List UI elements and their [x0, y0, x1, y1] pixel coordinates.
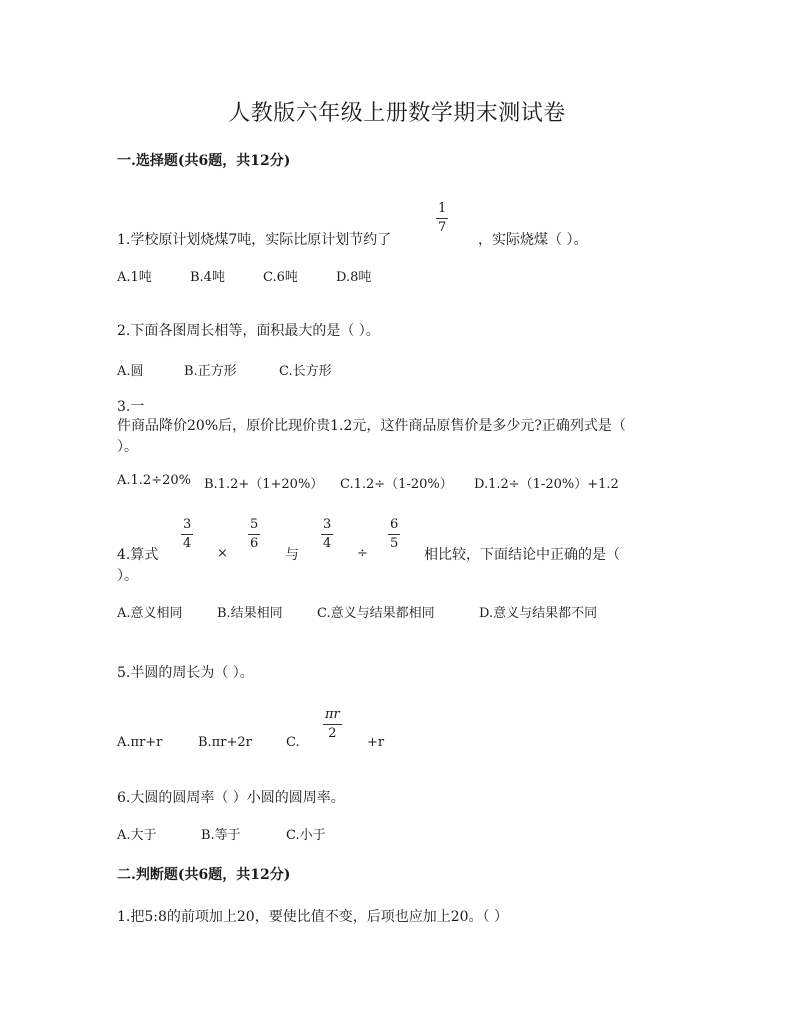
divide-sign: ÷ [357, 546, 368, 561]
question-3-option-c: C.1.2÷（1-20%） [340, 477, 453, 492]
fraction-bar [436, 218, 448, 219]
question-4-option-b: B.结果相同 [217, 606, 283, 621]
fraction-numerator: πr [325, 707, 340, 722]
question-6-stem: 6.大圆的圆周率（ ）小圆的圆周率。 [117, 790, 345, 806]
fraction-bar [388, 534, 400, 535]
fraction-numerator: 3 [183, 517, 192, 532]
question-6-option-c: C.小于 [286, 828, 326, 843]
fraction-numerator: 1 [438, 201, 447, 216]
question-4-stem-end: 相比较，下面结论中正确的是（ [424, 547, 620, 563]
question-4-option-d: D.意义与结果都不同 [479, 606, 598, 621]
question-4-stem: 4.算式 [117, 547, 159, 563]
question-1-option-d: D.8吨 [336, 270, 372, 285]
fraction-bar [321, 534, 333, 535]
question-3-stem-line2: 件商品降价20%后，原价比现价贵1.2元，这件商品原售价是多少元?正确列式是（ [117, 418, 626, 434]
section-heading-choice: 一.选择题(共6题，共12分) [117, 153, 291, 169]
question-4-option-a: A.意义相同 [117, 606, 183, 621]
question-2-option-a: A.圆 [117, 364, 144, 379]
fraction-numerator: 6 [390, 517, 399, 532]
question-5-option-c-suffix: +r [367, 735, 385, 750]
question-3-option-a: A.1.2÷20% [117, 473, 191, 488]
question-5-stem: 5.半圆的周长为（ ）。 [117, 665, 254, 681]
question-3-stem-line1: 3.一 [117, 399, 145, 415]
question-4-option-c: C.意义与结果都相同 [317, 606, 435, 621]
question-4-fraction-4 [388, 517, 400, 552]
fraction-denominator: 7 [438, 220, 447, 235]
multiply-sign: × [217, 546, 228, 561]
fraction-denominator: 5 [390, 536, 399, 551]
question-2-option-c: C.长方形 [279, 364, 332, 379]
question-4-fraction-3 [321, 517, 333, 552]
question-6-option-b: B.等于 [201, 828, 241, 843]
question-1-option-b: B.4吨 [190, 270, 225, 285]
fraction-denominator: 4 [323, 536, 332, 551]
fraction-bar [181, 534, 193, 535]
question-2-stem: 2.下面各图周长相等，面积最大的是（ ）。 [117, 323, 380, 339]
question-5-option-c-fraction [323, 707, 342, 742]
question-4-fraction-1 [181, 517, 193, 552]
question-6-option-a: A.大于 [117, 828, 157, 843]
judgement-1-stem: 1.把5:8的前项加上20，要使比值不变，后项也应加上20。（ ） [117, 909, 508, 925]
fraction-denominator: 6 [250, 536, 259, 551]
question-5-option-c: C. [286, 735, 300, 750]
fraction-bar [323, 724, 342, 725]
question-4-connector: 与 [285, 547, 299, 563]
fraction-numerator: 3 [323, 517, 332, 532]
page-title: 人教版六年级上册数学期末测试卷 [228, 101, 566, 126]
question-1-option-c: C.6吨 [263, 270, 298, 285]
question-4-stem-line2: ）。 [117, 568, 138, 584]
question-4-fraction-2 [248, 517, 260, 552]
question-1-stem: 1.学校原计划烧煤7吨，实际比原计划节约了 [117, 232, 392, 248]
question-5-option-a: A.πr+r [117, 735, 163, 750]
question-1-option-a: A.1吨 [117, 270, 152, 285]
fraction-denominator: 2 [328, 726, 337, 741]
fraction-denominator: 4 [183, 536, 192, 551]
section-heading-judgement: 二.判断题(共6题，共12分) [117, 867, 291, 883]
question-1-fraction [436, 201, 448, 236]
question-3-stem-line3: ）。 [117, 439, 138, 455]
fraction-numerator: 5 [250, 517, 259, 532]
question-1-stem-end: ，实际烧煤（ ）。 [478, 232, 588, 248]
question-2-option-b: B.正方形 [184, 364, 237, 379]
question-3-option-b: B.1.2+（1+20%） [204, 477, 324, 492]
fraction-bar [248, 534, 260, 535]
question-3-option-d: D.1.2÷（1-20%）+1.2 [474, 477, 619, 492]
question-5-option-b: B.πr+2r [198, 735, 252, 750]
